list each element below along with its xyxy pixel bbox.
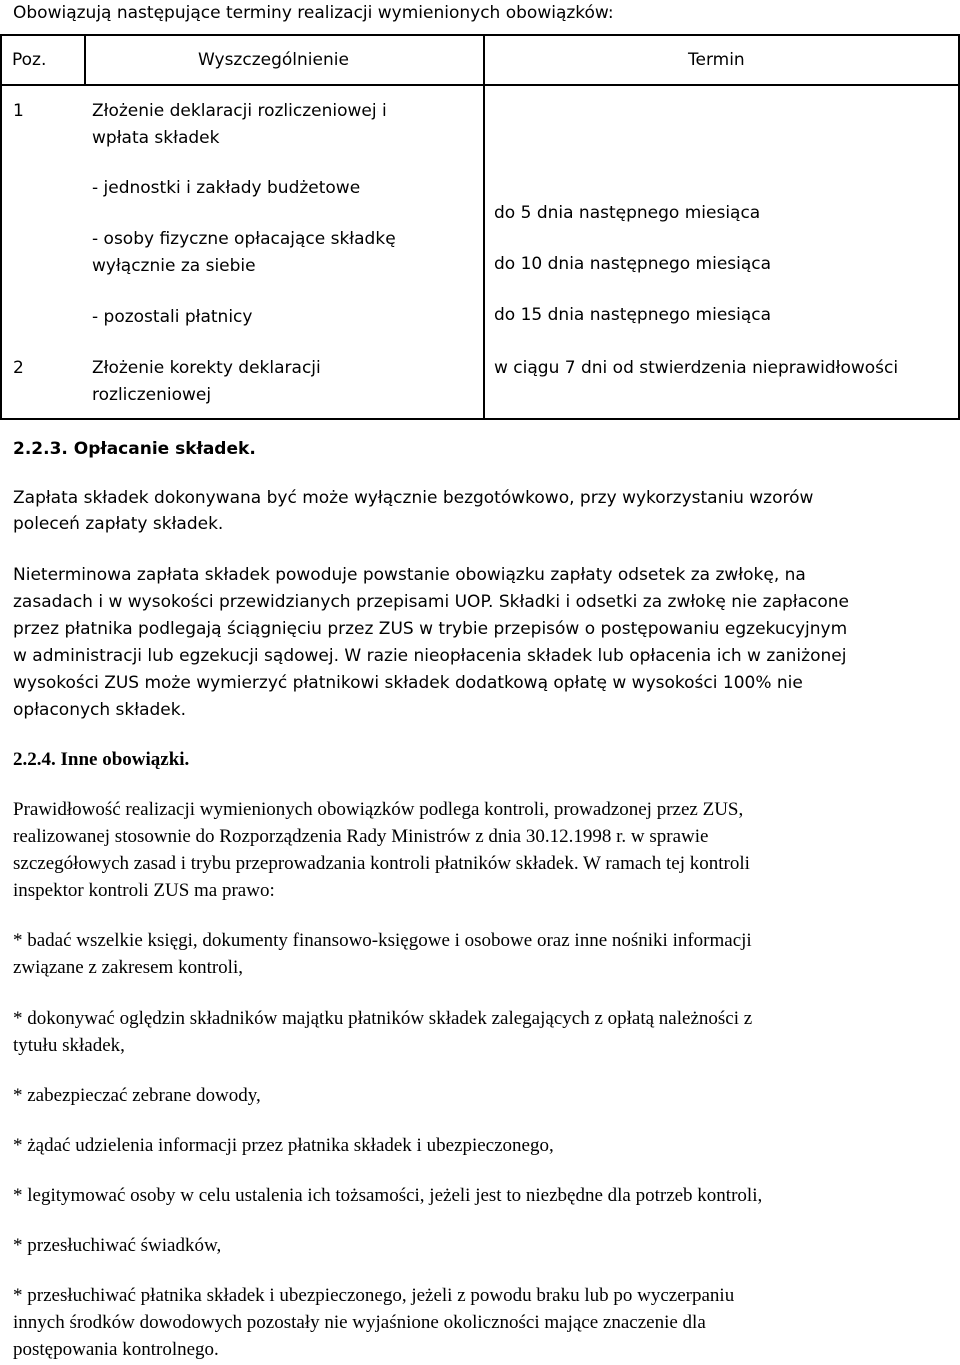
bullet-5: * legitymować osoby w celu ustalenia ich tożsamości, jeżeli jest to niezbędne dla potrzeb kontroli, [13,1185,763,1206]
row1-term-3: do 15 dnia następnego miesiąca [494,305,772,325]
table-header-divider [0,84,960,86]
row1-sub-budget: - jednostki i zakłady budżetowe [92,178,361,198]
row1-sub-others: - pozostali płatnicy [92,307,253,327]
row1-pos: 1 [13,101,24,121]
row1-title-line1: Złożenie deklaracji rozliczeniowej i [92,101,387,121]
header-pos: Poz. [12,50,47,70]
bullet-2-line2: tytułu składek, [13,1035,125,1056]
bullet-3: * zabezpieczać zebrane dowody, [13,1085,261,1106]
table-col-divider-1 [84,34,86,86]
sec223-p1-line1: Zapłata składek dokonywana być może wyłącznie bezgotówkowo, przy wykorzystaniu wzorów [13,488,814,508]
table-border-bottom [0,418,960,420]
table-col-divider-2 [483,34,485,420]
section-223-heading: 2.2.3. Opłacanie składek. [13,439,256,459]
row1-term-1: do 5 dnia następnego miesiąca [494,203,761,223]
sec224-p1-line2: realizowanej stosownie do Rozporządzenia Rady Ministrów z dnia 30.12.1998 r. w sprawie [13,826,709,847]
sec223-p1-line2: poleceń zapłaty składek. [13,514,224,534]
bullet-1-line1: * badać wszelkie księgi, dokumenty finansowo-księgowe i osobowe oraz inne nośniki informacji [13,930,752,951]
sec223-p2-line3: przez płatnika podlegają ściągnięciu przez ZUS w trybie przepisów o postępowaniu egzekucyjnym [13,619,848,639]
bullet-7-line2: innych środków dowodowych pozostały nie wyjaśnione okoliczności mające znaczenie dla [13,1312,706,1333]
header-term: Termin [688,50,745,70]
sec223-p2-line1: Nieterminowa zapłata składek powoduje powstanie obowiązku zapłaty odsetek za zwłokę, na [13,565,806,585]
row1-term-2: do 10 dnia następnego miesiąca [494,254,772,274]
bullet-7-line1: * przesłuchiwać płatnika składek i ubezpieczonego, jeżeli z powodu braku lub po wyczerpaniu [13,1285,735,1306]
table-border-left [0,34,2,420]
bullet-2-line1: * dokonywać oględzin składników majątku płatników składek zalegających z opłatą należności z [13,1008,753,1029]
row1-sub-persons-line2: wyłącznie za siebie [92,256,256,276]
row2-pos: 2 [13,358,24,378]
bullet-7-line3: postępowania kontrolnego. [13,1339,219,1360]
bullet-4: * żądać udzielenia informacji przez płatnika składek i ubezpieczonego, [13,1135,554,1156]
header-item: Wyszczególnienie [198,50,349,70]
intro-text: Obowiązują następujące terminy realizacji wymienionych obowiązków: [13,3,614,23]
row2-title-line1: Złożenie korekty deklaracji [92,358,321,378]
sec223-p2-line2: zasadach i w wysokości przewidzianych przepisami UOP. Składki i odsetki za zwłokę nie zapłacone [13,592,850,612]
row2-title-line2: rozliczeniowej [92,385,212,405]
section-224-heading: 2.2.4. Inne obowiązki. [13,749,190,770]
sec224-p1-line4: inspektor kontroli ZUS ma prawo: [13,880,275,901]
row2-term: w ciągu 7 dni od stwierdzenia nieprawidłowości [494,358,899,378]
sec223-p2-line4: w administracji lub egzekucji sądowej. W razie nieopłacenia składek lub opłacenia ich w zaniżonej [13,646,847,666]
sec224-p1-line1: Prawidłowość realizacji wymienionych obowiązków podlega kontroli, prowadzonej przez ZUS, [13,799,744,820]
table-border-top [0,34,960,36]
row1-title-line2: wpłata składek [92,128,220,148]
sec224-p1-line3: szczegółowych zasad i trybu przeprowadzania kontroli płatników składek. W ramach tej kontroli [13,853,750,874]
bullet-1-line2: związane z zakresem kontroli, [13,957,243,978]
bullet-6: * przesłuchiwać świadków, [13,1235,222,1256]
row1-sub-persons-line1: - osoby fizyczne opłacające składkę [92,229,396,249]
deadlines-table [0,34,960,420]
sec223-p2-line6: opłaconych składek. [13,700,186,720]
sec223-p2-line5: wysokości ZUS może wymierzyć płatnikowi składek dodatkową opłatę w wysokości 100% nie [13,673,803,693]
